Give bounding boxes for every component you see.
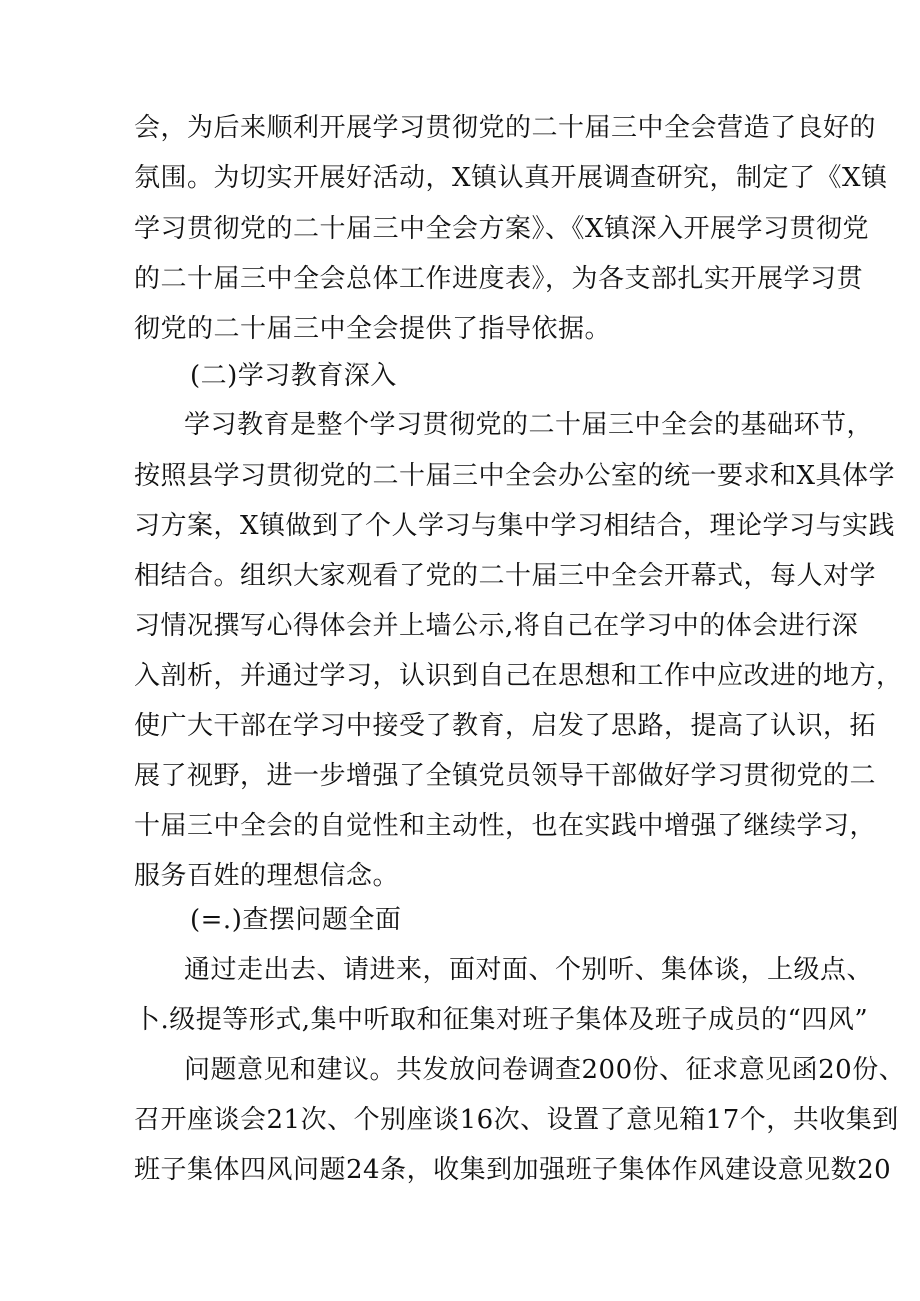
section-heading: (=.)查摆问题全面: [190, 905, 402, 935]
paragraph-line: 展了视野，进一步增强了全镇党员领导干部做好学习贯彻党的二: [134, 761, 877, 791]
paragraph-line: 卜.级提等形式,集中听取和征集对班子集体及班子成员的“四风”: [134, 1005, 869, 1035]
paragraph-line: 召开座谈会21次、个别座谈16次、设置了意见箱17个，共收集到: [134, 1105, 899, 1135]
paragraph-line: 习方案，X镇做到了个人学习与集中学习相结合，理论学习与实践: [134, 511, 896, 541]
paragraph-line: 按照县学习贯彻党的二十届三中全会办公室的统一要求和X具体学: [134, 461, 896, 491]
paragraph-line: 通过走出去、请进来，面对面、个别听、集体谈，上级点、: [184, 955, 874, 985]
paragraph-line: 入剖析，并通过学习，认识到自己在思想和工作中应改进的地方，: [134, 661, 903, 691]
paragraph-line: 使广大干部在学习中接受了教育，启发了思路，提高了认识，拓: [134, 711, 877, 741]
paragraph-line: 学习贯彻党的二十届三中全会方案》、《X镇深入开展学习贯彻党: [134, 214, 870, 244]
paragraph-line: 的二十届三中全会总体工作进度表》，为各支部扎实开展学习贯: [134, 264, 864, 294]
paragraph-line: 学习教育是整个学习贯彻党的二十届三中全会的基础环节，: [184, 410, 874, 440]
paragraph-line: 十届三中全会的自觉性和主动性，也在实践中增强了继续学习，: [134, 811, 877, 841]
paragraph-line: 班子集体四风问题24条，收集到加强班子集体作风建设意见数20: [134, 1155, 892, 1185]
paragraph-line: 会，为后来顺利开展学习贯彻党的二十届三中全会营造了良好的: [134, 113, 877, 143]
paragraph-line: 彻党的二十届三中全会提供了指导依据。: [134, 314, 612, 344]
paragraph-line: 相结合。组织大家观看了党的二十届三中全会开幕式，每人对学: [134, 561, 877, 591]
paragraph-line: 服务百姓的理想信念。: [134, 861, 400, 891]
paragraph-line: 习情况撰写心得体会并上墙公示,将自己在学习中的体会进行深: [134, 611, 859, 641]
section-heading: (二)学习教育深入: [190, 361, 397, 391]
paragraph-line: 问题意见和建议。共发放问卷调查200份、征求意见函20份、: [184, 1055, 906, 1085]
paragraph-line: 氛围。为切实开展好活动，X镇认真开展调查研究，制定了《X镇: [134, 163, 888, 193]
